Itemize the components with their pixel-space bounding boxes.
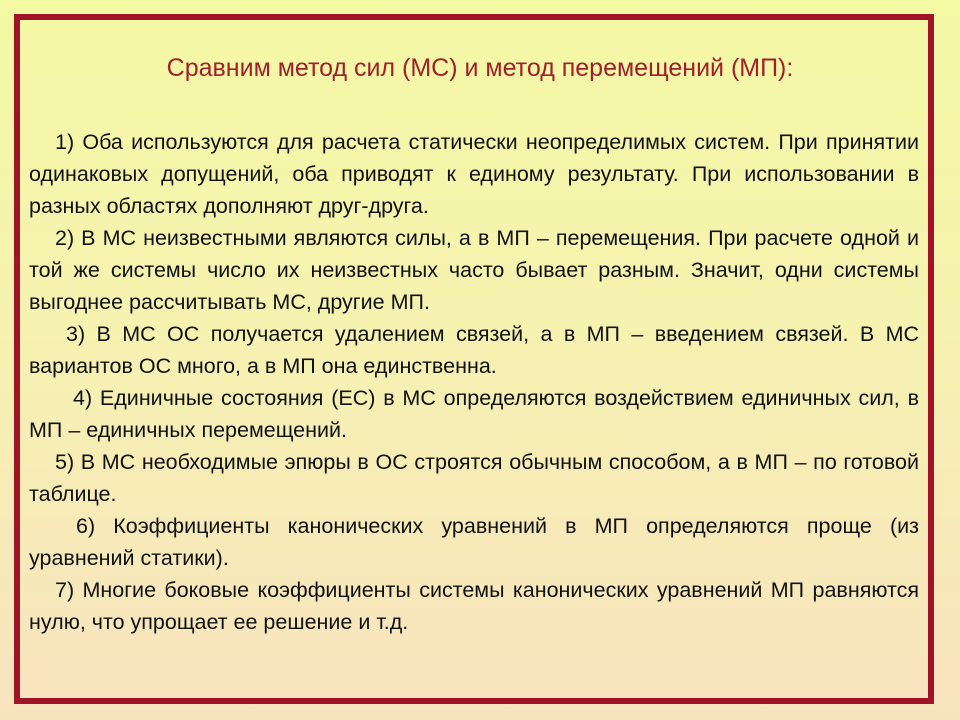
list-item-6: 6) Коэффициенты канонических уравнений в МП определяются проще (из уравнений статики).	[29, 514, 919, 570]
list-item-7: 7) Многие боковые коэффициенты системы канонических уравнений МП равняются нулю, что упрощает ее решение и т.д.	[29, 578, 919, 634]
slide-title: Сравним метод сил (МС) и метод перемещений (МП):	[166, 54, 794, 82]
comparison-list	[29, 126, 919, 638]
list-item-2: 2) В МС неизвестными являются силы, а в МП – перемещения. При расчете одной и той же системы число их неизвестных часто бывает разным. Значит, одни системы выгоднее рассчитывать МС, другие МП.	[29, 226, 919, 314]
list-item-5: 5) В МС необходимые эпюры в ОС строятся обычным способом, а в МП – по готовой таблице.	[29, 450, 919, 506]
list-item-4: 4) Единичные состояния (ЕС) в МС определяются воздействием единичных сил, в МП – единичных перемещений.	[29, 386, 919, 442]
list-item-3: 3) В МС ОС получается удалением связей, а в МП – введением связей. В МС вариантов ОС много, а в МП она единственна.	[29, 322, 919, 378]
list-item-1: 1) Оба используются для расчета статически неопределимых систем. При принятии одинаковых допущений, оба приводят к единому результату. При использовании в разных областях дополняют друг-друга.	[29, 130, 919, 218]
